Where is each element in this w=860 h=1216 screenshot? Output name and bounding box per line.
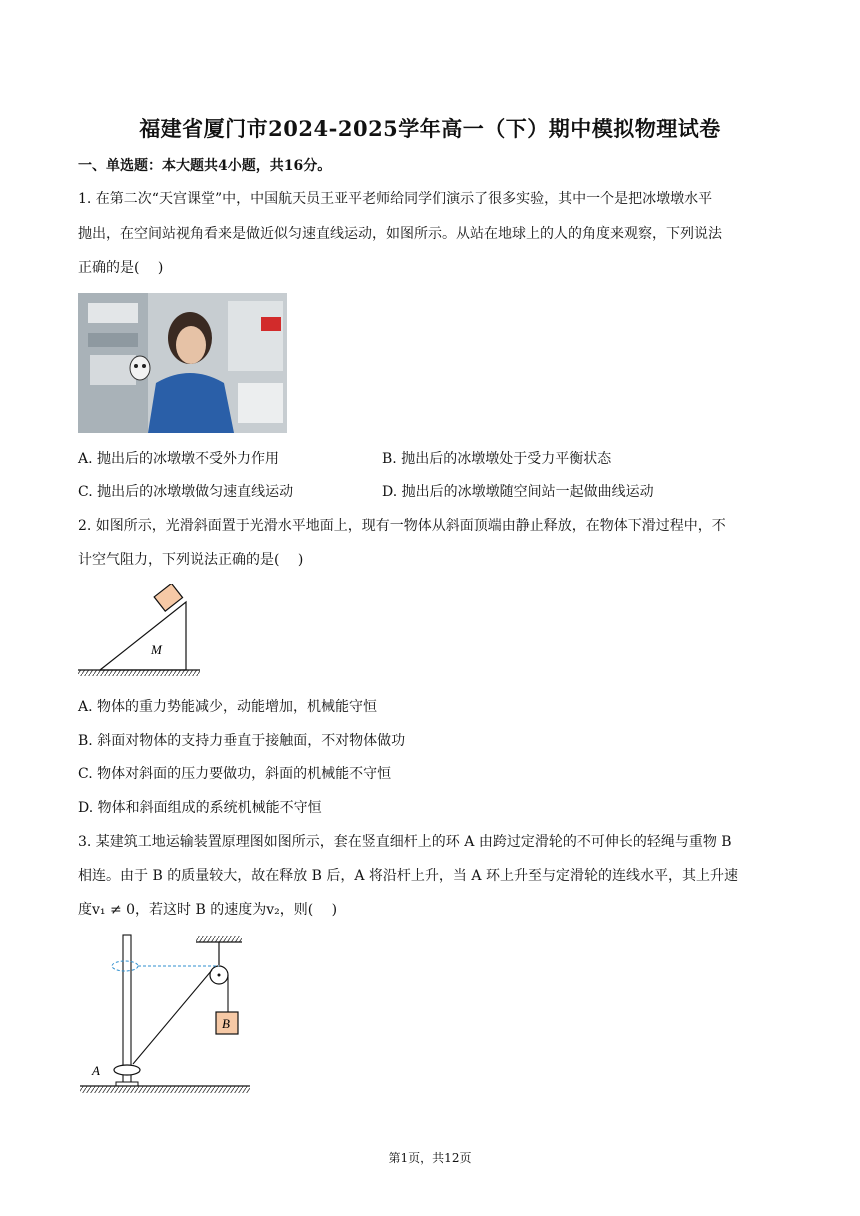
q1-option-a: A. 抛出后的冰墩墩不受外力作用	[78, 451, 280, 467]
q2-option-c: C. 物体对斜面的压力要做功，斜面的机械能不守恒	[78, 766, 392, 782]
q3-text-line-2: 相连。由于 B 的质量较大，故在释放 B 后，A 将沿杆上升，当 A 环上升至与定滑轮的连线水平，其上升速	[78, 868, 738, 884]
block-b-label: B	[222, 1016, 230, 1031]
section-heading: 一、单选题：本大题共4小题，共16分。	[78, 158, 332, 174]
page-footer: 第1页，共12页	[388, 1151, 472, 1165]
q2-option-a: A. 物体的重力势能减少，动能增加，机械能守恒	[78, 699, 378, 715]
q1-photo	[78, 293, 287, 433]
q1-option-c: C. 抛出后的冰墩墩做匀速直线运动	[78, 484, 294, 500]
q2-option-d: D. 物体和斜面组成的系统机械能不守恒	[78, 800, 322, 816]
q1-text-line-2: 抛出，在空间站视角看来是做近似匀速直线运动，如图所示。从站在地球上的人的角度来观察，下列说法	[78, 226, 722, 242]
mass-label: M	[151, 642, 162, 657]
ring-a-label: A	[92, 1063, 100, 1078]
q2-text-line-2: 计空气阻力，下列说法正确的是( )	[78, 552, 304, 568]
page-title: 福建省厦门市2024-2025学年高一（下）期中模拟物理试卷	[139, 116, 721, 141]
incline-figure	[78, 584, 203, 679]
q1-text-line-1: 1. 在第二次“天宫课堂”中，中国航天员王亚平老师给同学们演示了很多实验，其中一个是把冰墩墩水平	[78, 191, 713, 207]
q3-text-line-3: 度v₁ ≠ 0，若这时 B 的速度为v₂，则( )	[78, 902, 338, 918]
space-station-photo	[78, 293, 287, 433]
q1-option-d: D. 抛出后的冰墩墩随空间站一起做曲线运动	[382, 484, 654, 500]
q1-option-b: B. 抛出后的冰墩墩处于受力平衡状态	[382, 451, 612, 467]
pulley-figure	[78, 932, 253, 1102]
q1-text-line-3: 正确的是( )	[78, 260, 164, 276]
q2-text-line-1: 2. 如图所示，光滑斜面置于光滑水平地面上，现有一物体从斜面顶端由静止释放，在物体下滑过程中，不	[78, 518, 726, 534]
q2-option-b: B. 斜面对物体的支持力垂直于接触面，不对物体做功	[78, 733, 406, 749]
q3-text-line-1: 3. 某建筑工地运输装置原理图如图所示，套在竖直细杆上的环 A 由跨过定滑轮的不可伸长的轻绳与重物 B	[78, 834, 732, 850]
